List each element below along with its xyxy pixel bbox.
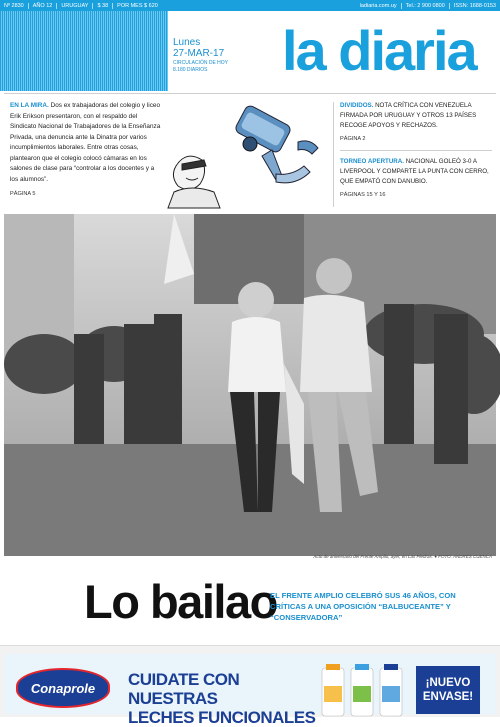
brief-body: [340, 157, 492, 187]
top-info-bar: [0, 0, 500, 11]
story-kicker: EN LA MIRA.: [10, 102, 49, 109]
brief-kicker: DIVIDIDOS.: [340, 102, 374, 109]
story-text: Dos ex trabajadoras del colegio y liceo Erik Erikson presentaron, con el respaldo del Sindicato Nacional de Trabajadores de la Enseñanza Privada, una denuncia ante la Dinatra por varios incumplimientos laborales. Entre otras cosas, plantearon que el colegio colocó cámaras en los salones de clase para “controlar a los docentes y a los alumnos”.: [10, 102, 161, 183]
ad-slogan: [128, 670, 318, 727]
brief-divididos[interactable]: [340, 101, 492, 144]
brief-text: NACIONAL GOLEÓ 3-0 A LIVERPOOL Y COMPARTE LA PUNTA CON CERRO, QUE EMPATÓ CON DANUBIO.: [340, 158, 489, 185]
story-body: [10, 101, 162, 185]
brief-body: [340, 101, 492, 131]
advertisement[interactable]: [0, 645, 500, 727]
brief-torneo-apertura[interactable]: [340, 157, 492, 200]
masthead-stripes: [0, 11, 168, 91]
main-photo[interactable]: [4, 214, 496, 556]
edition-day: Lunes: [173, 37, 201, 48]
ad-new-package-badge: [416, 666, 480, 714]
ad-slogan-line: LECHES FUNCIONALES: [128, 708, 316, 727]
issue-price: $ 38: [92, 3, 108, 9]
newspaper-logo: la diaria: [282, 19, 476, 82]
brief-kicker: TORNEO APERTURA.: [340, 158, 404, 165]
issue-info: [4, 3, 158, 9]
main-headline[interactable]: Lo bailao: [84, 575, 277, 628]
ad-banner: [4, 654, 496, 727]
story-en-la-mira[interactable]: [10, 101, 162, 200]
edition-date: 27-MAR-17: [173, 48, 225, 59]
circulation-label: CIRCULACIÓN DE HOY: [173, 60, 229, 66]
conaprole-logo: Conaprole: [16, 668, 110, 708]
masthead-divider: [4, 93, 496, 94]
issue-subscription: POR MES $ 620: [112, 3, 158, 9]
issue-year: AÑO 12: [28, 3, 53, 9]
ad-slogan-line: CUIDATE CON NUESTRAS: [128, 670, 240, 708]
circulation-copies: 8.180 DIARIOS: [173, 67, 208, 73]
dancing-crowd-photo: [4, 214, 496, 556]
website-link[interactable]: ladiaria.com.uy: [359, 2, 397, 9]
story-page-ref: PÁGINA 5: [10, 191, 36, 197]
issue-country: URUGUAY: [56, 3, 88, 9]
badge-line: ¡NUEVO: [425, 677, 471, 689]
edition-date-block: [173, 37, 273, 73]
photo-caption: Acto de aniversario del Frente Amplio, ayer, en Las Piedras. ● FOTO: ANDRÉS CUENCA: [313, 554, 492, 559]
milk-bottles-icon: [318, 662, 406, 718]
masthead: [0, 11, 500, 91]
brief-divider: [340, 150, 492, 151]
headline-deck: EL FRENTE AMPLIO CELEBRÓ SUS 46 AÑOS, CON CRÍTICAS A UNA OPOSICIÓN “BALBUCEANTE” Y “CONSERVADORA”: [270, 591, 456, 622]
column-divider: [333, 102, 334, 207]
camera-illustration: [164, 100, 324, 208]
brief-page-ref: PÁGINA 2: [340, 136, 366, 142]
contact-info: [360, 3, 496, 9]
phone-number: Tel.: 2 900 0800: [401, 3, 445, 9]
brief-text: NOTA CRÍTICA CON VENEZUELA FIRMADA POR URUGUAY Y OTROS 13 PAÍSES RECOGE APOYOS Y RECHAZOS.: [340, 102, 477, 129]
issue-number: Nº 2830: [4, 2, 24, 9]
brief-page-ref: PÁGINAS 15 Y 16: [340, 192, 386, 198]
badge-line: ENVASE!: [422, 691, 474, 703]
right-briefs: [340, 101, 492, 206]
issn: ISSN: 1688-0153: [449, 3, 496, 9]
surveillance-camera-icon: [234, 104, 318, 183]
